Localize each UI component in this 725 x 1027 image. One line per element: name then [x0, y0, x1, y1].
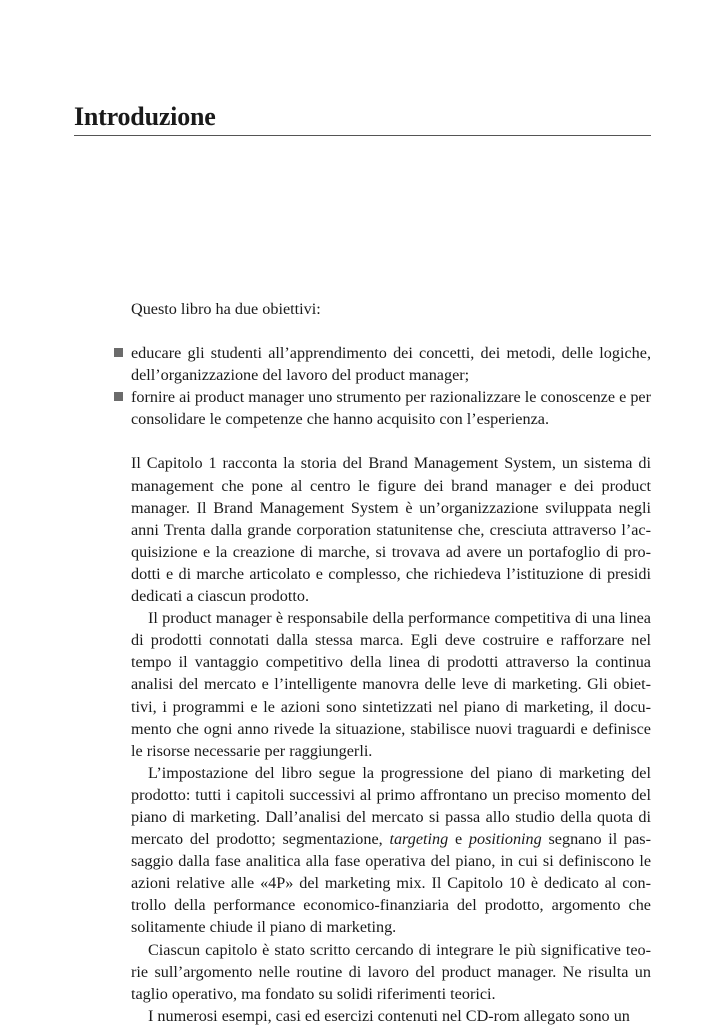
list-item-text: fornire ai product manager uno strumento per razionalizzare le conoscenze e per consolidare le competenze che hanno acquisito con l’esperienza.: [131, 388, 651, 429]
paragraph: Il product manager è responsabile della performance competitiva di una linea di prodotti connotati dalla stessa marca. Egli deve costruire e rafforzare nel tempo il vantaggio competitivo della linea di prodotti attraverso la continua analisi del mercato e l’intelligente manovra delle leve di marketing. Gli obiettivi, i programmi e le azioni sono sintetizzati nel piano di marketing, il documento che ogni anno rivede la situazione, stabilisce nuovi traguardi e definisce le risorse necessarie per raggiungerli.: [131, 609, 651, 760]
paragraph-text: L’impostazione del libro segue la progressione del piano di marketing del prodotto: tutti i capitoli successivi al primo affrontano un preciso momento del piano di marketing. Dall’analisi del mercato si passa allo studio della quota di mercato del prodotto; segmentazione,: [131, 763, 651, 849]
paragraph: I numerosi esempi, casi ed esercizi contenuti nel CD-rom allegato sono un: [148, 1006, 630, 1025]
intro-paragraph: Questo libro ha due obiettivi:: [131, 300, 321, 318]
square-bullet-icon: [114, 348, 123, 357]
list-item: [131, 386, 651, 430]
italic-term: targeting: [389, 830, 449, 849]
body-text: [131, 298, 651, 1027]
paragraph: [131, 762, 651, 939]
paragraph: Il Capitolo 1 racconta la storia del Brand Management System, un sistema di management che pone al centro le figure dei brand manager e dei product manager. Il Brand Management System è un’organizzazione sviluppata negli anni Trenta dalla grande corporation statunitense che, cresciuta attraverso l’acquisizione e la creazione di marche, si trovava ad avere un portafoglio di prodotti e di marche articolato e complesso, che richiedeva l’istituzione di presidi dedicati a ciascun prodotto.: [131, 454, 651, 606]
list-item: [131, 342, 651, 386]
italic-term: positioning: [468, 830, 542, 849]
list-item-text: educare gli studenti all’apprendimento dei concetti, dei metodi, delle logiche, dell’organizzazione del lavoro del product manager;: [131, 344, 651, 385]
paragraph: Ciascun capitolo è stato scritto cercando di integrare le più significative teorie sull’argomento nelle routine di lavoro del product manager. Ne risulta un taglio operativo, ma fondato su solidi riferimenti teorici.: [131, 940, 651, 1003]
objectives-list: [131, 342, 651, 430]
paragraph-text: segnano il passaggio dalla fase analitica alla fase operativa del piano, in cui si definiscono le azioni relative alle «4P» del marketing mix. Il Capitolo 10 è dedicato al controllo della performance economico-finanziaria del prodotto, argomento che solitamente chiude il piano di marketing.: [131, 830, 651, 937]
chapter-title: Introduzione: [74, 102, 216, 131]
square-bullet-icon: [114, 392, 123, 401]
paragraph-text: e: [448, 830, 469, 849]
title-rule: [74, 135, 651, 136]
